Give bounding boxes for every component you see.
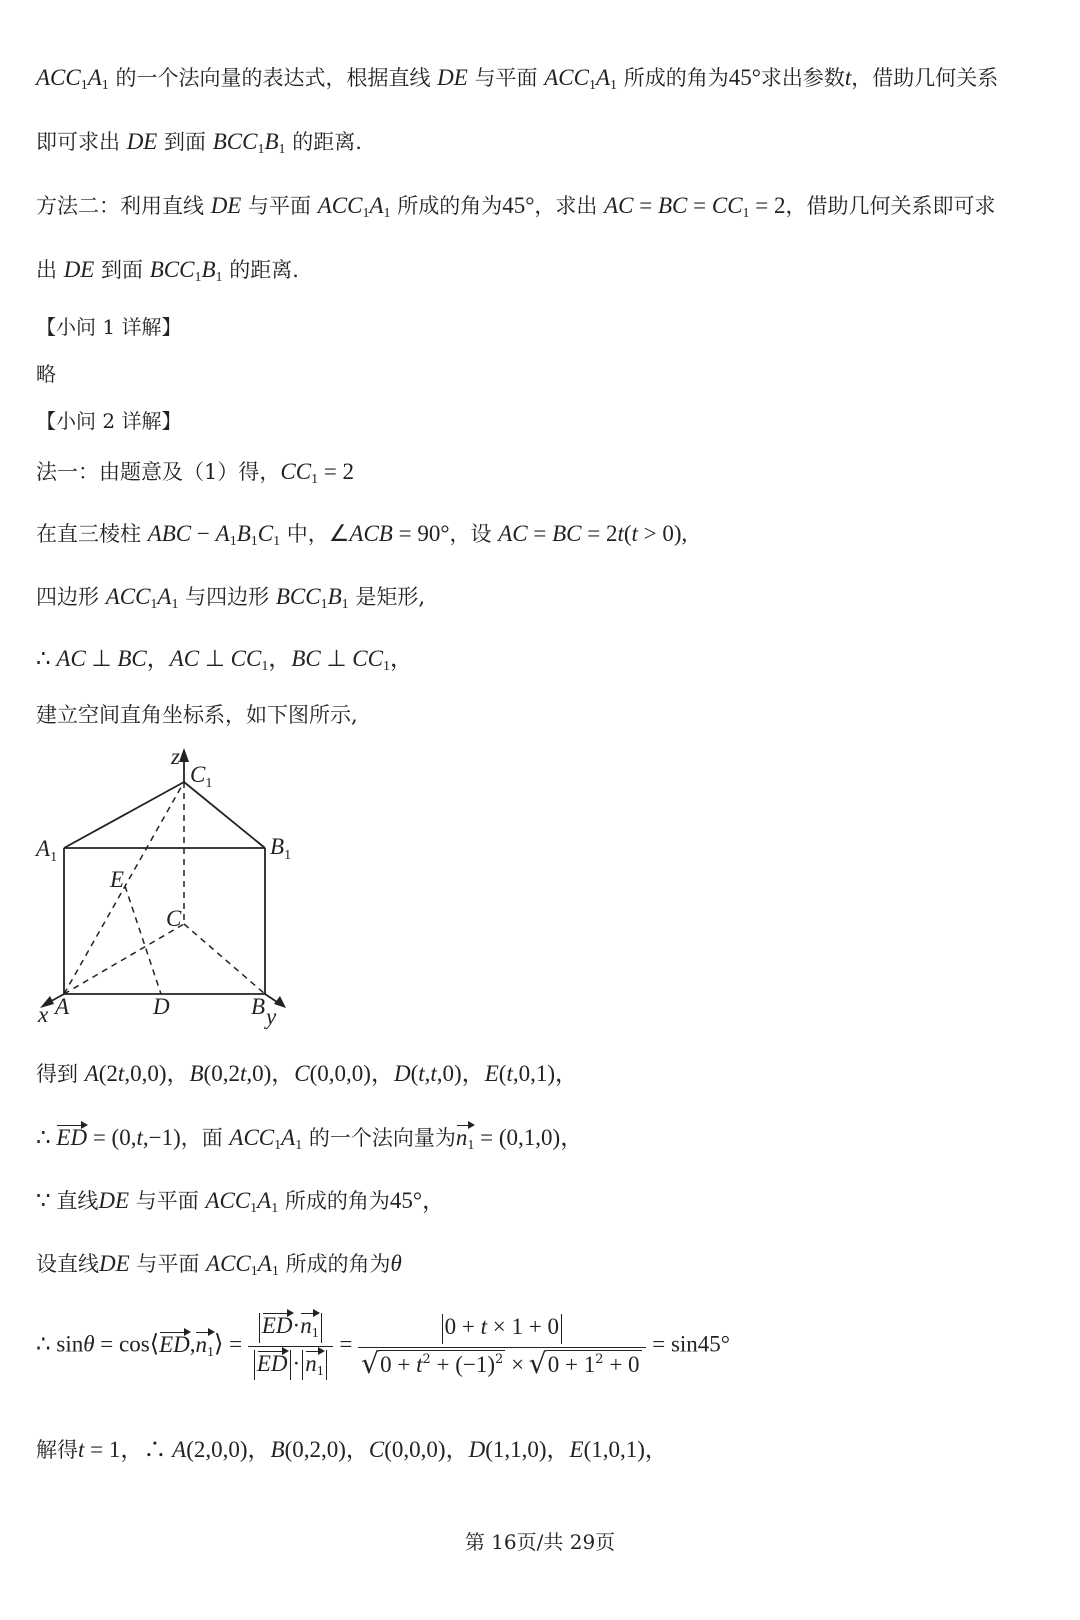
section-heading-1: 【小问 1 详解】 bbox=[36, 315, 182, 339]
edge-a-c bbox=[64, 924, 184, 994]
text-line-c4: 设直线DE 与平面 ACC1A1 所成的角为θ bbox=[36, 1251, 402, 1279]
label-b1: $B_1$ bbox=[270, 834, 292, 863]
text: 出 bbox=[36, 258, 57, 282]
text-line-4: 出 DE 到面 BCC1B1 的距离. bbox=[36, 257, 299, 285]
text: ，面 bbox=[180, 1126, 223, 1150]
segment-e-d bbox=[125, 886, 161, 994]
text-line-c2: ∴ ED = (0,t,−1)，面 ACC1A1 的一个法向量为n1 = (0,1,0)， bbox=[36, 1125, 584, 1153]
text-line-c3: ∵ 直线DE 与平面 ACC1A1 所成的角为45°， bbox=[36, 1188, 446, 1216]
text: ，求出 bbox=[534, 194, 598, 218]
text: ，借助几何关系即可求 bbox=[785, 194, 996, 218]
text: 所成的角为 bbox=[284, 1189, 390, 1213]
page-footer: 第 16页/共 29页 bbox=[464, 1530, 616, 1554]
text: 所成的角为 bbox=[285, 1252, 391, 1276]
text-line-f4: ∴ AC ⊥ BC，AC ⊥ CC1，BC ⊥ CC1， bbox=[36, 646, 413, 674]
text: 到面 bbox=[164, 130, 207, 154]
text: 与四边形 bbox=[185, 585, 270, 609]
text: 中， bbox=[286, 522, 329, 546]
label-b: B bbox=[251, 994, 266, 1019]
text-line-f2: 在直三棱柱 ABC − A1B1C1 中，∠ACB = 90°，设 AC = BC = 2t(t > 0), bbox=[36, 521, 688, 549]
label-a: A bbox=[55, 994, 70, 1019]
label-x: x bbox=[38, 1002, 49, 1027]
text: 解得 bbox=[36, 1438, 78, 1462]
text: 与平面 bbox=[136, 1252, 200, 1276]
text-line-c6: 解得t = 1，∴ A(2,0,0)，B(0,2,0)，C(0,0,0)，D(1,1,0)，E(1,0,1)， bbox=[36, 1437, 668, 1462]
label-z: z bbox=[171, 744, 180, 769]
text: 的一个法向量的表达式，根据直线 bbox=[115, 66, 431, 90]
edge-c1-b1 bbox=[184, 782, 265, 848]
text: 在直三棱柱 bbox=[36, 522, 141, 546]
z-arrow bbox=[179, 748, 189, 762]
text: 是矩形, bbox=[355, 585, 426, 609]
label-c: C bbox=[166, 906, 182, 931]
formula-sin-theta: ∴ sinθ = cos⟨ED,n1⟩ = $\frac{ED\cdot n1}{ED \cdot n1}$ = 0 + t × 1 + 0 √ $0 + t^2 + (-1)^2$ × √ $0 + 1^2 + 0$ = sin45° bbox=[36, 1312, 1044, 1380]
text: 到面 bbox=[101, 258, 144, 282]
section-body-1: 略 bbox=[36, 362, 56, 386]
edge-c-b bbox=[184, 924, 265, 994]
text: 求出参数 bbox=[760, 66, 845, 90]
text-line-2: 即可求出 DE 到面 BCC1B1 的距离. bbox=[36, 129, 362, 157]
text: 的距离. bbox=[292, 130, 362, 154]
text-line-f3: 四边形 ACC1A1 与四边形 BCC1B1 是矩形, bbox=[36, 584, 426, 612]
label-a1: $A_1$ bbox=[36, 836, 58, 865]
section-heading-2: 【小问 2 详解】 bbox=[36, 409, 182, 433]
text: ，借助几何关系 bbox=[851, 66, 999, 90]
text: 设直线 bbox=[36, 1252, 99, 1276]
text: 即可求出 bbox=[36, 130, 120, 154]
text: 所成的角为 bbox=[623, 66, 729, 90]
text-line-c1: 得到 A(2t,0,0)，B(0,2t,0)，C(0,0,0)，D(t,t,0)，E(t,0,1)， bbox=[36, 1061, 578, 1086]
text: 法一：由题意及（1）得， bbox=[36, 460, 281, 484]
text: 方法二：利用直线 bbox=[36, 194, 204, 218]
text-line-3: 方法二：利用直线 DE 与平面 ACC1A1 所成的角为45°，求出 AC = BC = CC1 = 2，借助几何关系即可求 bbox=[36, 193, 996, 221]
text: ，设 bbox=[449, 522, 492, 546]
text: 直线 bbox=[56, 1189, 99, 1213]
label-c1: $C_1$ bbox=[190, 762, 213, 791]
text: 四边形 bbox=[36, 585, 99, 609]
label-d: D bbox=[153, 994, 170, 1019]
edge-a1-c1 bbox=[64, 782, 184, 848]
label-e: E bbox=[110, 867, 125, 892]
text: 与平面 bbox=[135, 1189, 199, 1213]
text: 的距离. bbox=[229, 258, 299, 282]
text: 与平面 bbox=[248, 194, 312, 218]
text-line-f5: 建立空间直角坐标系，如下图所示, bbox=[36, 703, 358, 727]
text-line-f1: 法一：由题意及（1）得，CC1 = 2 bbox=[36, 459, 355, 487]
prism-diagram bbox=[28, 742, 318, 1032]
text: 的一个法向量为 bbox=[308, 1126, 456, 1150]
text: 得到 bbox=[36, 1062, 78, 1086]
text-line-1: ACC1A1 的一个法向量的表达式，根据直线 DE 与平面 ACC1A1 所成的角为45°求出参数t，借助几何关系 bbox=[36, 65, 999, 93]
label-y: y bbox=[266, 1004, 277, 1029]
text: 所成的角为 bbox=[397, 194, 503, 218]
text: 与平面 bbox=[474, 66, 538, 90]
